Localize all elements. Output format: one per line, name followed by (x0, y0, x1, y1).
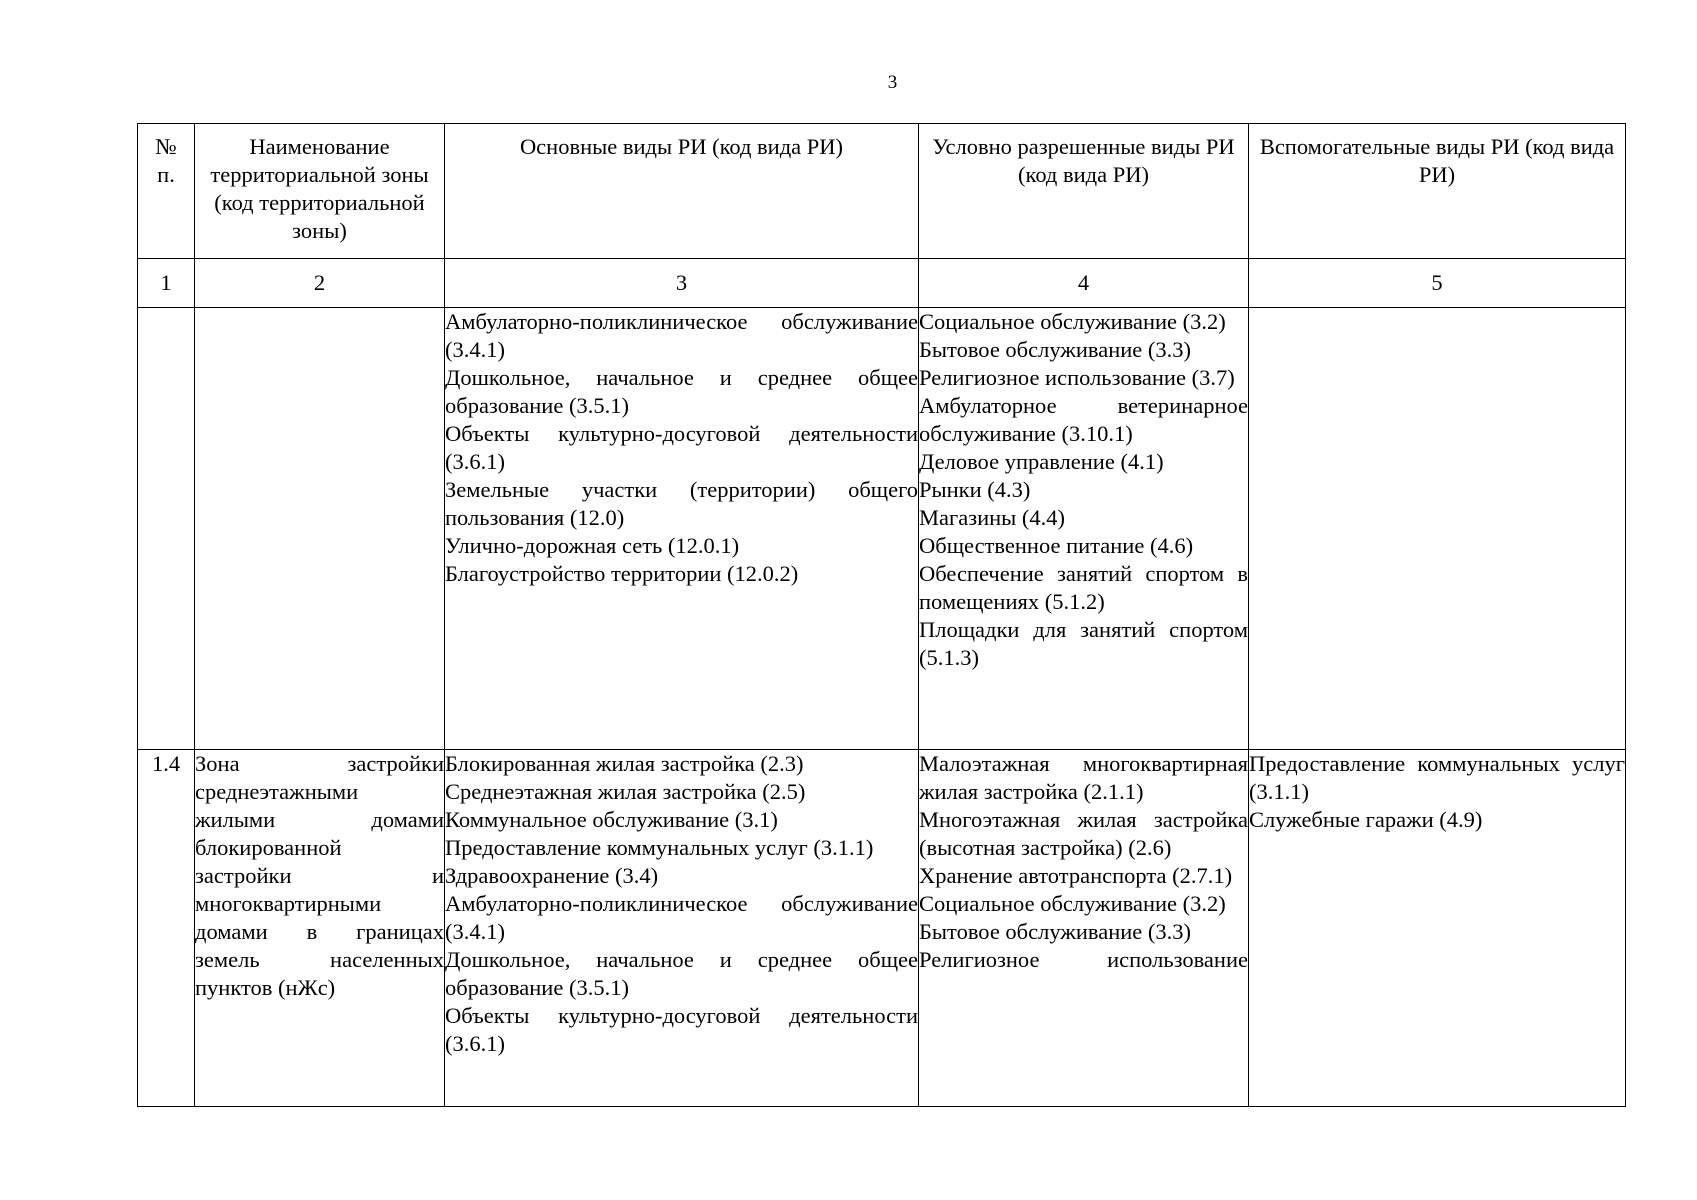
list-item: Общественное питание (4.6) (919, 533, 1194, 558)
list-item: Социальное обслуживание (3.2) (919, 309, 1226, 334)
list-item: Среднеэтажная жилая застройка (2.5) (445, 779, 806, 804)
list-item: Предоставление коммунальных услуг (3.1.1) (1249, 751, 1625, 804)
list-item: Улично-дорожная сеть (12.0.1) (445, 533, 740, 558)
header-auxiliary-uses: Вспомогательные виды РИ (код вида РИ) (1249, 124, 1626, 259)
list-item: Рынки (4.3) (919, 477, 1031, 502)
column-number: 5 (1249, 259, 1626, 308)
list-item: Религиозное использование (919, 947, 1248, 972)
list-item: Объекты культурно-досуговой деятельности (3.6.1) (445, 421, 918, 474)
list-item: Многоэтажная жилая застройка (высотная застройка) (2.6) (919, 807, 1248, 860)
table-row (138, 308, 1626, 750)
auxiliary-uses-cell (1249, 308, 1626, 750)
header-row (138, 124, 1626, 259)
list-item: Магазины (4.4) (919, 505, 1066, 530)
list-item: Объекты культурно-досуговой деятельности (3.6.1) (445, 1003, 918, 1056)
zone-name-line: домами в границах (195, 919, 444, 944)
zones-table (137, 123, 1626, 1107)
header-conditional-uses: Условно разрешенные виды РИ (код вида РИ) (919, 124, 1249, 259)
zone-name (195, 750, 445, 1107)
list-item: Дошкольное, начальное и среднее общее образование (3.5.1) (445, 365, 918, 418)
conditional-uses-cell (919, 750, 1249, 1107)
zone-name-line: среднеэтажными (195, 779, 359, 804)
zone-name-line: земель населенных (195, 947, 444, 972)
zone-name (195, 308, 445, 750)
list-item: Дошкольное, начальное и среднее общее образование (3.5.1) (445, 947, 918, 1000)
list-item: Религиозное использование (3.7) (919, 365, 1235, 390)
row-number: 1.4 (138, 750, 195, 1107)
zone-name-line: блокированной (195, 835, 342, 860)
main-uses-cell (445, 750, 919, 1107)
zone-name-line: многоквартирными (195, 891, 382, 916)
column-number: 1 (138, 259, 195, 308)
list-item: Хранение автотранспорта (2.7.1) (919, 863, 1233, 888)
header-zone-name: Наименование территориальной зоны (код территориальной зоны) (195, 124, 445, 259)
list-item: Деловое управление (4.1) (919, 449, 1164, 474)
list-item: Коммунальное обслуживание (3.1) (445, 807, 778, 832)
list-item: Социальное обслуживание (3.2) (919, 891, 1226, 916)
column-number: 2 (195, 259, 445, 308)
column-number-row (138, 259, 1626, 308)
zone-name-line: Зона застройки (195, 751, 444, 776)
list-item: Амбулаторное ветеринарное обслуживание (3.10.1) (919, 393, 1248, 446)
list-item: Земельные участки (территории) общего пользования (12.0) (445, 477, 918, 530)
list-item: Бытовое обслуживание (3.3) (919, 919, 1191, 944)
list-item: Предоставление коммунальных услуг (3.1.1) (445, 835, 874, 860)
list-item: Служебные гаражи (4.9) (1249, 807, 1483, 832)
list-item: Здравоохранение (3.4) (445, 863, 659, 888)
list-item: Амбулаторно-поликлиническое обслуживание (3.4.1) (445, 891, 918, 944)
header-number: № п. (138, 124, 195, 259)
list-item: Обеспечение занятий спортом в помещениях (5.1.2) (919, 561, 1248, 614)
row-number (138, 308, 195, 750)
auxiliary-uses-cell (1249, 750, 1626, 1107)
list-item: Блокированная жилая застройка (2.3) (445, 751, 804, 776)
list-item: Площадки для занятий спортом (5.1.3) (919, 617, 1248, 670)
list-item: Благоустройство территории (12.0.2) (445, 561, 799, 586)
table-row (138, 750, 1626, 1107)
page-number: 3 (887, 72, 898, 93)
column-number: 3 (445, 259, 919, 308)
zone-name-line: пунктов (нЖс) (195, 975, 336, 1000)
list-item: Малоэтажная многоквартирная жилая застройка (2.1.1) (919, 751, 1248, 804)
conditional-uses-cell (919, 308, 1249, 750)
header-main-uses: Основные виды РИ (код вида РИ) (445, 124, 919, 259)
list-item: Амбулаторно-поликлиническое обслуживание (3.4.1) (445, 309, 918, 362)
zone-name-line: жилыми домами (195, 807, 444, 832)
column-number: 4 (919, 259, 1249, 308)
zone-name-line: застройки и (195, 863, 444, 888)
list-item: Бытовое обслуживание (3.3) (919, 337, 1191, 362)
main-uses-cell (445, 308, 919, 750)
